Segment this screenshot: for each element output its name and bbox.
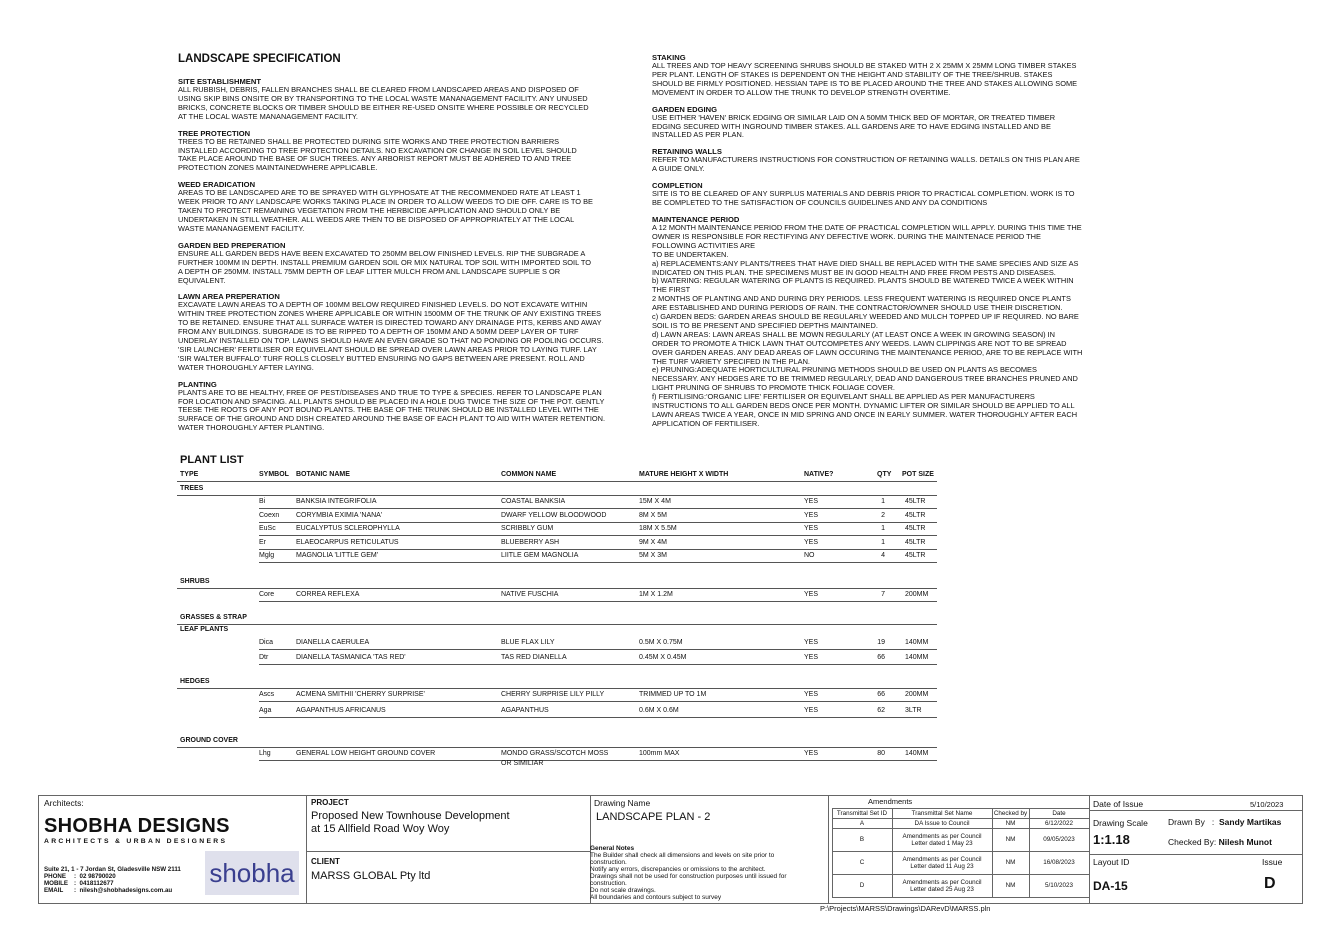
spec-line: A 12 MONTH MAINTENANCE PERIOD FROM THE DATE OF PRACTICAL COMPLETION WILL APPLY. DURING THIS TIME THE [652,222,1082,232]
group-label: SHRUBS [180,578,210,585]
spec-line: c) GARDEN BEDS: GARDEN AREAS SHOULD BE REGULARLY WEEDED AND MULCH TOPPED UP IF REQUIRED. NO BARE [652,312,1079,322]
table-rule [1089,808,1090,897]
plant-cell: Mglg [259,552,275,559]
drawing-name-label: Drawing Name [594,798,651,808]
group-label: GRASSES & STRAP [180,614,247,621]
plant-cell: Ascs [259,691,275,698]
drawn-by-label: Drawn By [1168,817,1205,827]
amend-header-cell [832,808,892,818]
general-note-line: The Builder shall check all dimensions and levels on site prior to [590,852,775,859]
spec-line: SURFACE OF THE GROUND AND DISH CREATED AROUND THE BASE OF EACH PLANT TO AID WITH WATER RETENTION. [178,414,606,424]
amend-value: D [859,882,865,889]
plant-cell: 7 [881,591,885,598]
plant-cell: EUCALYPTUS SCLEROPHYLLA [296,525,400,532]
table-rule [259,522,937,523]
table-rule [992,808,993,897]
column-header: MATURE HEIGHT X WIDTH [639,471,729,478]
table-rule [259,562,937,563]
amend-value: Amendments as per Council Letter dated 1 May 23 [902,832,982,847]
plant-cell: 15M X 4M [639,498,671,505]
general-note-line: Notify any errors, discrepancies or omissions to the architect. [590,866,766,873]
spec-section [178,380,628,434]
spec-section [652,53,1102,98]
spec-line: OWNER IS RESPONSIBLE FOR RECTIFYING ANY DEFECTIVE WORK. DURING THE MAINTENACE PERIOD THE [652,231,1041,241]
table-rule [892,808,893,897]
amend-value: 5/10/2023 [1044,882,1073,889]
general-note-line: All boundaries and contours subject to survey [590,894,722,901]
spec-line: EQUIVALENT. [178,275,226,285]
plant-cell: ELAEOCARPUS RETICULATUS [296,538,399,546]
checked-by-name: Nilesh Munot [1218,837,1272,847]
plant-cell: 45LTR [905,552,926,559]
table-rule [177,688,937,689]
amend-value-cell [1031,818,1087,828]
plant-cell: COASTAL BANKSIA [501,498,566,505]
spec-section [178,292,628,372]
table-rule [259,717,937,718]
spec-section-heading: SITE ESTABLISHMENT [178,77,261,86]
drawn-by: Drawn By : Sandy Martikas [1168,817,1282,827]
spec-line: 'SIR LAUNCHER' FERTILISER OR EQUIVELANT SHOULD BE SPREAD OVER LAWN AREAS PRIOR TO LAYING TURF. LAY [178,344,597,354]
spec-line: INSTRUCTIONS TO ALL GARDEN BEDS ONCE PER MONTH. DYNAMIC LIFTER OR SIMILAR SHOULD BE APPLIED TO ALL [652,401,1075,411]
plant-cell: 45LTR [905,525,926,532]
plant-cell: TAS RED DIANELLA [501,654,567,661]
amend-value: C [859,859,865,866]
spec-left-column [178,77,628,440]
column-header: SYMBOL [259,471,289,478]
table-rule [259,508,937,509]
amend-value-cell [1031,851,1087,874]
spec-line: THE FIRST [652,285,691,295]
group-label: HEDGES [180,678,210,685]
plant-cell: 80 [877,750,885,757]
plant-cell: 66 [877,691,885,698]
spec-section-heading: TREE PROTECTION [178,128,251,138]
spec-line: BE COMPLETED TO THE SATISFACTION OF COUNCILS GUIDELINES AND ANY DA CONDITIONS [652,198,988,208]
spec-line: LAWN AREAS TWICE A YEAR, ONCE IN MID SPRING AND ONCE IN EARLY SUMMER. WATER THOROUGHLY AFTER EACH [652,410,1078,419]
spec-line: f) FERTILISING:'ORGANIC LIFE' FERTILISER OR EQUIVELANT SHALL BE APPLIED AS PER MANUFACTURERS [652,392,1035,402]
spec-section [652,147,1102,174]
spec-section [652,215,1102,429]
spec-line: PER PLANT. LENGTH OF STAKES IS DEPENDENT ON THE HEIGHT AND STABILITY OF THE TREE/SHRUB. STAKES [652,69,1053,79]
plant-cell: 5M X 3M [639,552,668,559]
issue-label: Issue [1262,857,1283,867]
amend-value: 09/05/2023 [1043,836,1075,843]
spec-line: e) PRUNING:ADEQUATE HORTICULTURAL PRUNING METHODS SHOULD BE USED ON PLANTS AS BECOMES [652,365,1037,375]
plant-cell: 140MM [905,750,929,757]
amend-header-cell [992,808,1029,818]
amend-value-cell [1031,828,1087,851]
plant-cell: Dtr [259,654,269,661]
plant-cell: CORYMBIA EXIMIA 'NANA' [296,511,383,519]
plant-cell: AGAPANTHUS [501,706,549,714]
spec-section-heading: RETAINING WALLS [652,147,722,157]
plant-cell: Coexn [259,511,280,519]
drawing-scale: 1:1.18 [1093,832,1130,847]
plant-cell: 200MM [905,591,929,598]
amend-header-cell [1029,808,1089,818]
spec-line: UNDERTAKEN IN STILL WEATHER. ALL WEEDS ARE THEN TO BE DISPOSED OF APPROPRIATELY AT THE LOCAL [178,214,575,224]
spec-line: NECESSARY. ANY HEDGES ARE TO BE TRIMMED REGULARLY, DEAD AND DANGEROUS TREE BRANCHES PRUNED AND [652,374,1078,384]
amend-value: 6/12/2022 [1044,819,1073,827]
client-name: MARSS GLOBAL Pty ltd [311,870,431,882]
phone-label: PHONE [44,873,67,880]
spec-line: TEESE THE ROOTS OF ANY POT BOUND PLANTS. THE BASE OF THE TRUNK SHOULD BE INSTALLED LEVEL WITH THE [178,405,599,415]
amend-header: Checked by [993,809,1028,817]
spec-line: USING SKIP BINS ONSITE OR BY TRANSPORTING TO THE LOCAL WASTE MANANAGEMENT FACILITY. ANY UNUSED [178,93,588,103]
plant-cell: EuSc [259,525,276,532]
amend-header: Transmittal Set ID [836,809,888,817]
firm-name: SHOBHA DESIGNS [44,815,230,837]
plant-cell: YES [804,538,819,546]
spec-line: TAKEN TO PROTECT REMAINING VEGETATION FROM THE HERBICIDE APPLICATION AND SHOULD ONLY BE [178,206,561,216]
plant-cell: MAGNOLIA 'LITTLE GEM' [296,552,379,559]
plant-cell: NO [804,552,815,559]
spec-line: TREES TO BE RETAINED SHALL BE PROTECTED DURING SITE WORKS AND TREE PROTECTION BARRIERS [178,136,560,146]
plant-cell: Core [259,591,275,598]
spec-line: WEEK PRIOR TO ANY LANDSCAPE WORKS TAKING PLACE IN ORDER TO ALLOW WEEDS TO DIE OFF. CARE IS TO BE [178,197,593,207]
project-line-1: Proposed New Townhouse Development [311,810,510,822]
group-label-line-2: LEAF PLANTS [180,626,229,633]
general-note-line: construction. [590,859,627,866]
spec-line: LIGHT PRUNING OF SHRUBS TO PROMOTE THICK FOLIAGE COVER. [652,383,895,393]
spec-line: WATER THOROUGHLY AFTER PLANTING. [178,423,325,433]
spec-line: EDGING SECURED WITH INGROUND TIMBER STAKES. ALL GARDENS ARE TO HAVE EDGING INSTALLED AND BE [652,121,1051,131]
amend-value: NM [1005,882,1016,889]
plant-cell: YES [804,691,819,698]
amend-value-cell [994,818,1027,828]
spec-line: PLANTS ARE TO BE HEALTHY, FREE OF PEST/DISEASES AND TRUE TO TYPE & SPECIES. REFER TO LANDSCAPE PLAN [178,387,602,397]
amend-value-cell [834,874,890,897]
plant-cell: YES [804,654,819,661]
amend-value-cell [994,828,1027,851]
plant-cell: Bi [259,498,266,505]
layout-id-label: Layout ID [1093,857,1130,867]
spec-section [178,180,628,234]
spec-section-heading: COMPLETION [652,181,703,191]
spec-line: TAKE PLACE AROUND THE BASE OF SUCH TREES. ANY ARBORIST REPORT MUST BE ADHERED TO AND TREE [178,154,572,164]
spec-line: ENSURE ALL GARDEN BEDS HAVE BEEN EXCAVATED TO 250MM BELOW FINISHED LEVELS. RIP THE SUBGRADE A [178,248,586,258]
plant-cell: 19 [877,639,885,646]
spec-line: WASTE MANANAGEMENT FACILITY. [178,223,305,233]
plant-cell: 9M X 4M [639,538,668,546]
spec-line: TO BE UNDERTAKEN. [652,249,729,259]
table-rule [259,535,937,536]
amend-value: A [859,819,865,827]
mobile: 0418112677 [79,880,114,887]
spec-line: FURTHER 100MM IN DEPTH. INSTALL PREMIUM GARDEN SOIL OR MIX NATURAL TOP SOIL WITH IMPORTED SOIL TO [178,257,591,267]
table-rule [259,549,937,550]
spec-line: BRICKS, CONCRETE BLOCKS OR TIMBER SHOULD BE EITHER RE-USED ONSITE WHERE POSSIBLE OR RECYCLED [178,102,589,112]
spec-section-heading: STAKING [652,53,686,62]
table-rule [832,897,1089,898]
group-label: TREES [180,485,204,492]
spec-line: INSTALLED ACCORDING TO TREE PROTECTION DETAILS. NO EXCAVATION OR CHANGE IN SOIL LEVEL SHOULD [178,145,577,155]
table-rule [177,481,937,482]
plant-cell: 1M X 1.2M [639,591,673,598]
table-rule [259,760,937,761]
plant-cell: 0.45M X 0.45M [639,654,687,661]
table-rule [177,495,937,496]
spec-right-column [652,53,1102,436]
spec-line: INDICATED ON THIS PLAN. THE SPECIMENS MUST BE IN GOOD HEALTH AND FREE FROM PESTS AND DISEASES. [652,267,1056,277]
plant-cell: 1 [881,525,885,532]
spec-line: PROTECTION ZONES MAINTAINEDWHERE APPLICABLE. [178,163,378,173]
spec-line: ALL RUBBISH, DEBRIS, FALLEN BRANCHES SHALL BE CLEARED FROM LANDSCAPED AREAS AND DISPOSED OF [178,85,579,94]
general-note-line: Drawings shall not be used for construction purposes until issued for [590,873,787,880]
spec-line: SOIL IS TO BE PRESENT AND SPECIFIED DEPTHS MAINTAINED. [652,320,878,330]
table-rule [832,808,833,897]
spec-line: APPLICATION OF FERTILISER. [652,418,760,428]
plant-cell: Aga [259,706,272,714]
plant-cell: 1 [881,498,885,505]
email-label: EMAIL [44,887,64,894]
contact-details: Suite 21, 1 - 7 Jordan St, Gladesville NSW 2111 PHONE : 02 98790020 MOBILE : 0418112677 EMAIL : nilesh@shobhadesigns.com.au [44,866,181,894]
project-line-2: at 15 Allfield Road Woy Woy [311,823,450,835]
amend-value: B [859,836,865,843]
column-header: TYPE [180,471,199,478]
plant-cell: BLUEBERRY ASH [501,538,560,546]
amend-value-cell [1031,874,1087,897]
spec-section-heading: GARDEN EDGING [652,104,717,114]
plant-cell: TRIMMED UP TO 1M [639,691,707,698]
table-rule [177,747,937,748]
plant-cell: Lhg [259,750,271,757]
spec-section-heading: PLANTING [178,379,217,389]
general-note-line: construction. [590,880,627,887]
plant-cell: YES [804,591,819,598]
general-note-line: Do not scale drawings. [590,887,656,894]
amend-value: Amendments as per Council Letter dated 25 Aug 23 [902,878,982,893]
amend-value-cell [834,851,890,874]
layout-id: DA-15 [1093,879,1128,893]
plant-cell: 4 [881,552,885,559]
plant-cell: DWARF YELLOW BLOODWOOD [501,511,607,519]
spec-section [178,241,628,286]
spec-line: FROM ANY BUILDINGS. SUBGRADE IS TO BE RIPPED TO A DEPTH OF 150MM AND A 50MM DEEP LAYER OF TURF [178,327,579,337]
plant-cell: 3LTR [905,706,922,714]
amend-header: Transmittal Set Name [911,809,973,817]
plant-cell: 45LTR [905,511,926,519]
plant-cell: ACMENA SMITHII 'CHERRY SURPRISE' [296,691,425,698]
spec-line: MOVEMENT IN ORDER TO ALLOW THE TRUNK TO DEVELOP STRENGTH OVERTIME. [652,87,951,97]
spec-line: d) LAWN AREAS: LAWN AREAS SHALL BE MOWN REGULARLY (AT LEAST ONCE A WEEK IN GROWING SEASON) IN [652,329,1056,339]
amend-header-cell [892,808,992,818]
amend-value: NM [1005,819,1016,827]
plant-cell: LIITLE GEM MAGNOLIA [501,552,579,559]
address: Suite 21, 1 - 7 Jordan St, Gladesville NSW 2111 [44,866,181,873]
plant-cell: CORREA REFLEXA [296,591,360,598]
table-rule [177,588,937,589]
amendments-label: Amendments [868,797,913,806]
table-rule [177,624,937,625]
plant-cell: SCRIBBLY GUM [501,525,554,532]
spec-line: FOLLOWING ACTIVITIES ARE [652,240,756,250]
spec-line: AT THE LOCAL WASTE MANANAGEMENT FACILITY. [178,111,358,121]
group-label: GROUND COVER [180,737,238,744]
table-rule [259,649,937,650]
mobile-label: MOBILE [44,880,69,887]
amend-value: 16/08/2023 [1043,859,1075,866]
spec-line: REFER TO MANUFACTURERS INSTRUCTIONS FOR CONSTRUCTION OF RETAINING WALLS. DETAILS ON THIS PLAN ARE [652,155,1080,165]
drawn-by-name: Sandy Martikas [1219,817,1282,827]
amend-header: Date [1052,809,1066,817]
plant-cell: MONDO GRASS/SCOTCH MOSS [501,750,609,757]
table-rule [259,601,937,602]
plant-cell: BANKSIA INTEGRIFOLIA [296,498,377,505]
spec-line: WITHIN TREE PROTECTION ZONES WHERE APPLICABLE OR WITHIN 1500MM OF THE TRUNK OF ANY EXISTING TREES [178,309,602,319]
plant-cell: 8M X 5M [639,511,668,519]
date-of-issue-label: Date of Issue [1093,799,1144,809]
spec-section-heading: GARDEN BED PREPERATION [178,240,286,250]
amend-value-cell [894,874,990,897]
plant-cell: AGAPANTHUS AFRICANUS [296,706,386,714]
column-header: QTY [877,471,892,478]
file-path: P:\Projects\MARSS\Drawings\DARevD\MARSS.pln [820,904,991,913]
plant-cell: YES [804,750,819,757]
firm-subtitle: ARCHITECTS & URBAN DESIGNERS [44,838,228,845]
plant-cell: DIANELLA TASMANICA 'TAS RED' [296,654,406,661]
spec-line: FOR LOCATION AND SPACING. ALL PLANTS SHOULD BE PLACED IN A HOLE DUG TWICE THE SIZE OF THE POT. GENTLY [178,396,605,406]
spec-section [178,129,628,174]
column-header: POT SIZE [902,471,934,478]
plant-cell: NATIVE FUSCHIA [501,591,559,598]
spec-line: WATER THOROUGHLY AFTER LAYING. [178,362,314,372]
general-notes-title: General Notes [590,845,635,852]
email: nilesh@shobhadesigns.com.au [79,887,173,894]
spec-line: INSTALLED AS PER PLAN. [652,130,744,140]
spec-line: 2 MONTHS OF PLANTING AND AND DURING DRY PERIODS. LESS FREQUENT WATERING IS REQUIRED ONCE PLANTS [652,294,1071,304]
table-rule [1029,808,1030,897]
plant-cell: 66 [877,654,885,661]
plant-cell: YES [804,498,819,505]
table-rule [259,664,937,665]
column-header: NATIVE? [804,471,834,478]
plant-cell: DIANELLA CAERULEA [296,639,370,646]
date-of-issue: 5/10/2023 [1250,800,1284,809]
spec-section-heading: MAINTENANCE PERIOD [652,214,740,224]
plant-cell: CHERRY SURPRISE LILY PILLY [501,691,605,698]
plant-cell: 200MM [905,691,929,698]
spec-line: A GUIDE ONLY. [652,164,705,174]
spec-line: ORDER TO PROMOTE A THICK LAWN THAT OUTCOMPETES ANY WEEDS. LAWN CLIPPINGS ARE NOT TO BE SPREAD [652,338,1067,348]
plant-cell: 45LTR [905,498,926,505]
spec-line: ARE ESTABLISHED AND DURING PERIODS OF RAIN. THE CONTRACTOR/OWNER SHOULD USE THEIR DISCRETION. [652,303,1063,313]
phone: 02 98790020 [79,873,116,880]
plant-cell: 1 [881,538,885,546]
spec-section [178,77,628,122]
plant-cell: 0.5M X 0.75M [639,639,683,646]
spec-line: ALL TREES AND TOP HEAVY SCREENING SHRUBS SHOULD BE STAKED WITH 2 X 25MM X 25MM LONG TIMBER STAKES [652,61,1077,70]
client-label: CLIENT [311,857,340,866]
amend-value-cell [894,851,990,874]
plant-list-title: PLANT LIST [180,454,244,466]
issue: D [1264,875,1276,892]
plant-cell: Er [259,538,266,546]
amend-value-cell [894,818,990,828]
column-header: BOTANIC NAME [296,471,350,478]
project-label: PROJECT [311,798,349,807]
drawing-name: LANDSCAPE PLAN - 2 [596,811,711,823]
drawing-scale-label: Drawing Scale [1093,818,1148,828]
plant-cell: 2 [881,511,885,519]
architects-label: Architects: [44,798,84,808]
plant-cell: Dica [259,639,274,646]
spec-line: AREAS TO BE LANDSCAPED ARE TO BE SPRAYED WITH GLYPHOSATE AT THE RECOMMENDED RATE AT LEAST 1 [178,188,581,198]
spec-line: A DEPTH OF 250MM. INSTALL 75MM DEPTH OF LEAF LITTER MULCH FROM ANL LANDSCAPE SUPPLIE S OR [178,266,561,276]
plant-cell: 45LTR [905,538,926,546]
plant-cell: YES [804,706,819,714]
amend-value: Amendments as per Council Letter dated 11 Aug 23 [902,855,982,870]
spec-section-heading: WEED ERADICATION [178,180,256,190]
spec-title: LANDSCAPE SPECIFICATION [178,53,341,65]
general-notes [590,845,790,901]
spec-line: USE EITHER 'HAVEN' BRICK EDGING OR SIMILAR LAID ON A 50MM THICK BED OF MORTAR, OR TREATED TIMBER [652,112,1056,122]
plant-cell: GENERAL LOW HEIGHT GROUND COVER [296,750,436,757]
amend-value: DA Issue to Council [914,819,970,827]
column-header: COMMON NAME [501,471,557,478]
spec-line: OVER GARDEN AREAS. ANY DEAD AREAS OF LAWN OCCURING THE MAINTENANCE PERIOD, ARE TO BE REPLACE WITH [652,347,1083,357]
spec-line: TO BE RETAINED. ENSURE THAT ALL SURFACE WATER IS DIRECTED TOWARD ANY DRAINAGE PITS, KERBS AND AWAY [178,318,602,328]
spec-line: SITE IS TO BE CLEARED OF ANY SURPLUS MATERIALS AND DEBRIS PRIOR TO PRACTICAL COMPLETION. WORK IS TO [652,189,1075,199]
amend-value-cell [994,851,1027,874]
plant-cell: YES [804,639,819,646]
amend-value: NM [1005,859,1016,866]
amend-value-cell [834,828,890,851]
checked-by-label: Checked By: [1168,837,1217,847]
plant-cell: 0.6M X 0.6M [639,706,679,714]
plant-cell: 18M X 5.5M [639,525,677,532]
plant-cell: 62 [877,706,885,714]
spec-line: b) WATERING: REGULAR WATERING OF PLANTS IS REQUIRED. PLANTS SHOULD BE WATERED TWICE A WEEK WITHIN [652,276,1074,286]
spec-line: SHOULD BE FIRMLY POSITIONED. HESSIAN TAPE IS TO BE PLACED AROUND THE TREE AND STAKES ALLOWING SOME [652,78,1078,88]
spec-section-heading: LAWN AREA PREPERATION [178,292,280,302]
plant-cell: YES [804,511,819,519]
plant-cell: BLUE FLAX LILY [501,639,555,646]
plant-cell: 100mm MAX [639,750,680,757]
logo: shobha [205,851,299,895]
plant-cell: 140MM [905,654,929,661]
amend-value-cell [894,828,990,851]
spec-line: EXCAVATE LAWN AREAS TO A DEPTH OF 100MM BELOW REQUIRED FINISHED LEVELS. DO NOT EXCAVATE WITHIN [178,300,588,310]
spec-line: 'SIR WALTER BUFFALO' TURF ROLLS CLOSELY BUTTED ENSURING NO GAPS BETWEEN ARE PRESENT. ROLL AND [178,353,585,363]
plant-cell: 140MM [905,639,929,646]
amend-value-cell [994,874,1027,897]
amend-value: NM [1005,836,1016,843]
spec-section [652,181,1102,208]
plant-cell-extra: OR SIMILIAR [501,760,544,767]
checked-by [1168,837,1272,847]
spec-line: THE TURF VARIETY SPECIFED IN THE PLAN. [652,356,810,366]
amend-value-cell [834,818,890,828]
spec-line: UNDERLAY INSTALLED ON TOP. LAWNS SHOULD HAVE AN EVEN GRADE SO THAT NO PONDING OR POOLING OCCURS. [178,336,604,346]
spec-line: a) REPLACEMENTS:ANY PLANTS/TREES THAT HAVE DIED SHALL BE REPLACED WITH THE SAME SPECIES AND SIZE AS [652,258,1079,268]
spec-section [652,105,1102,141]
plant-cell: YES [804,525,819,532]
table-rule [259,701,937,702]
